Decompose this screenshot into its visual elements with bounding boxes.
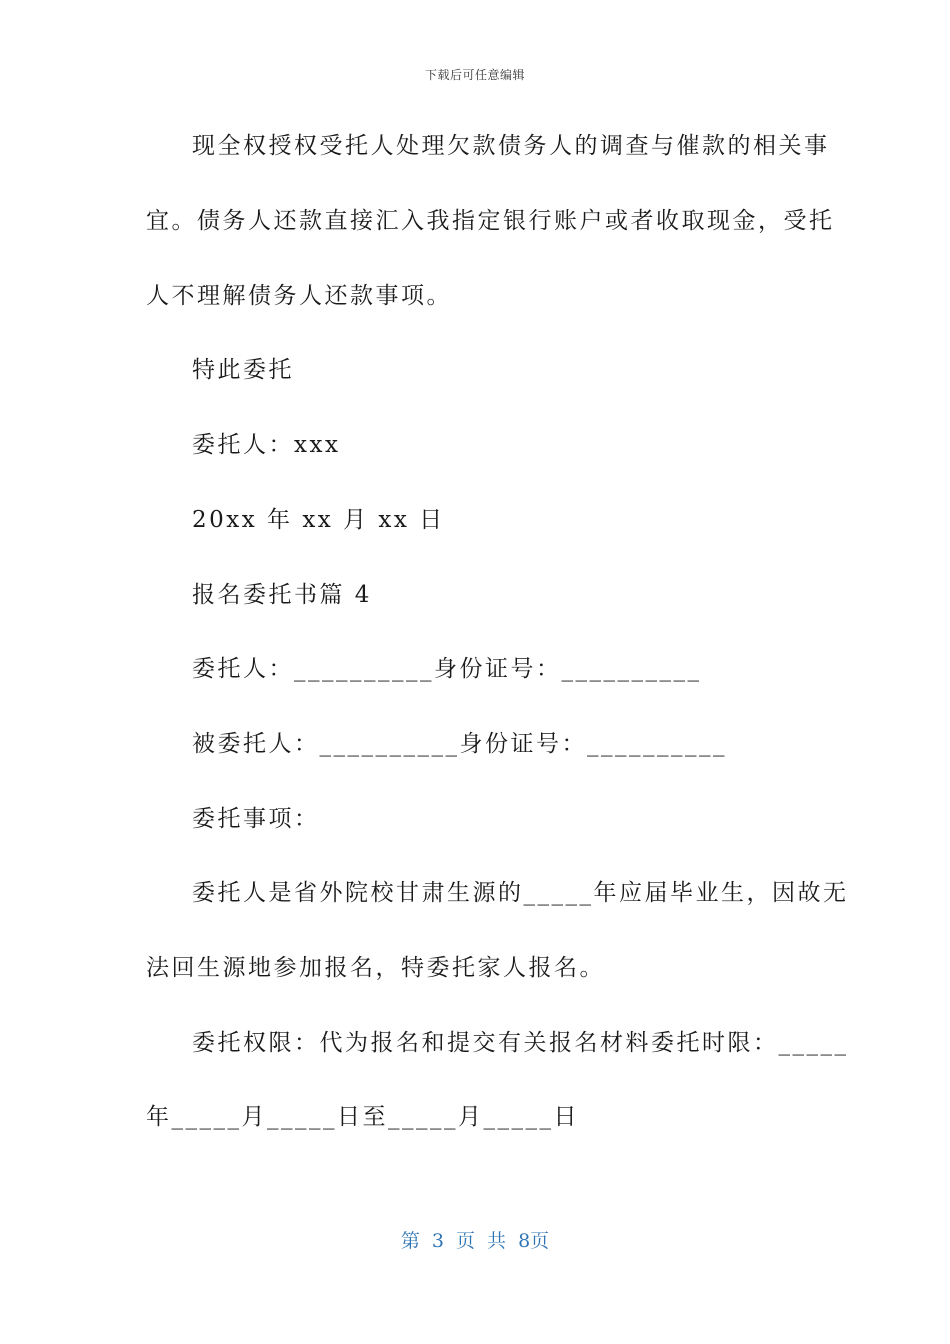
paragraph-line: 年_____月_____日至_____月_____日 [146, 1104, 579, 1130]
page-header-note: 下载后可任意编辑 [424, 68, 525, 82]
paragraph-line: 委托权限：代为报名和提交有关报名材料委托时限：_____ [192, 1030, 849, 1056]
paragraph-line: 委托事项： [192, 806, 320, 832]
form-line: 委托人：__________身份证号：__________ [192, 656, 702, 682]
paragraph-line: 法回生源地参加报名，特委托家人报名。 [146, 955, 605, 981]
paragraph-line: 人不理解债务人还款事项。 [146, 283, 452, 309]
paragraph-line: 委托人：xxx [192, 432, 341, 458]
paragraph-line: 委托人是省外院校甘肃生源的_____年应届毕业生，因故无 [192, 880, 849, 906]
section-heading: 报名委托书篇 4 [192, 582, 372, 608]
form-line: 被委托人：__________身份证号：__________ [192, 731, 727, 757]
paragraph-line: 特此委托 [192, 357, 294, 383]
paragraph-line: 宜。债务人还款直接汇入我指定银行账户或者收取现金，受托 [146, 208, 835, 234]
paragraph-line: 现全权授权受托人处理欠款债务人的调查与催款的相关事 [192, 133, 830, 159]
page-number-footer: 第 3 页 共 8页 [400, 1230, 550, 1252]
date-line: 20xx 年 xx 月 xx 日 [192, 507, 445, 533]
